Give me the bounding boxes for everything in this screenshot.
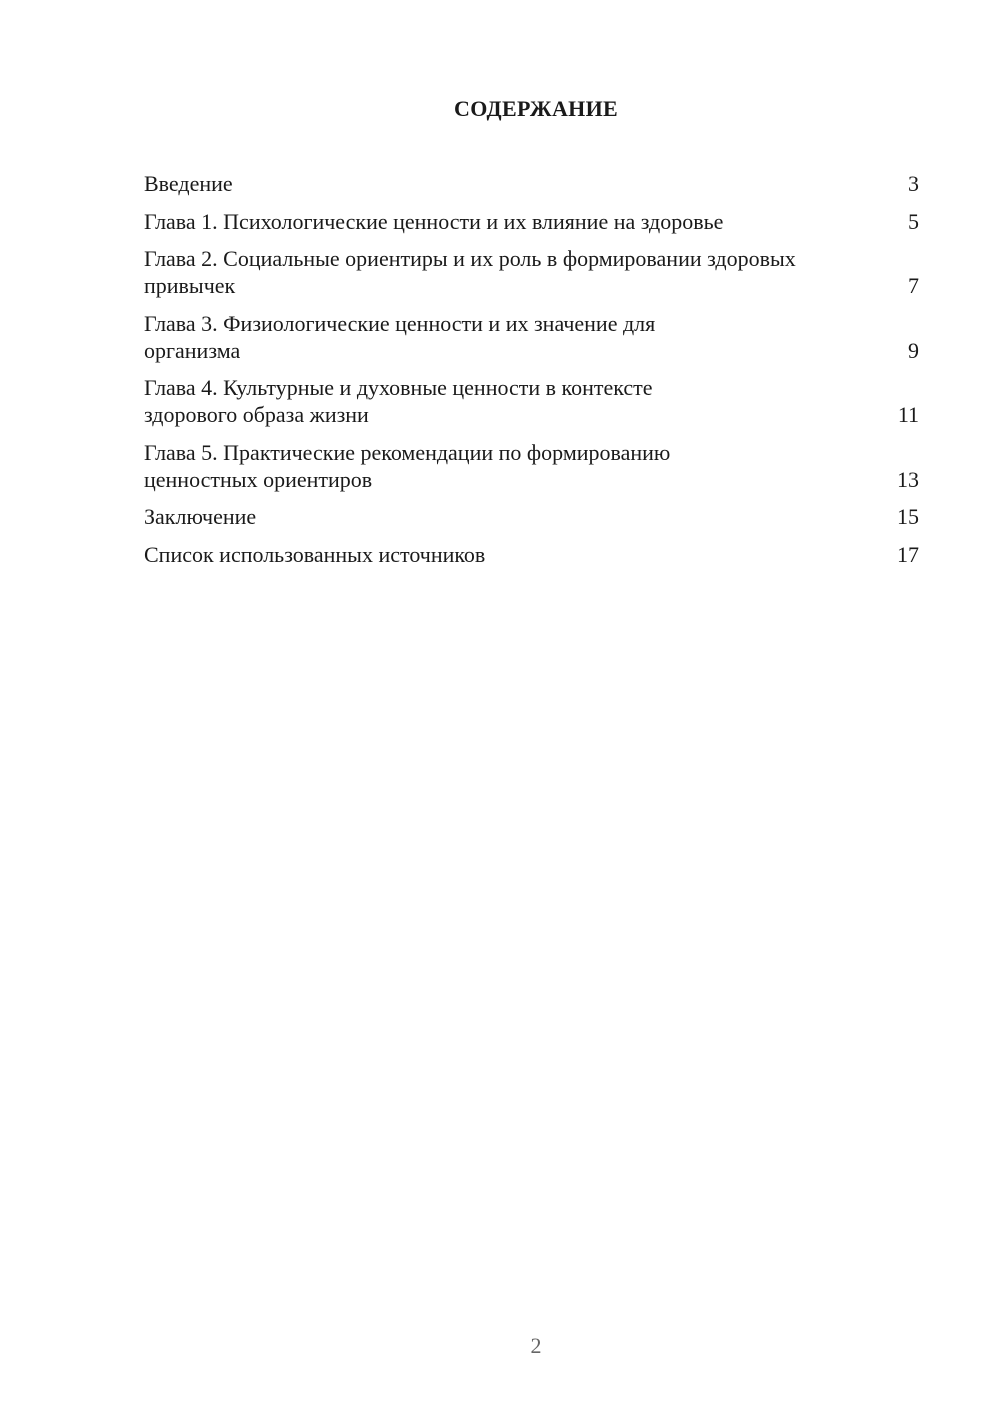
toc-entry-text: Глава 3. Физиологические ценности и их значение для организма (144, 310, 656, 363)
toc-entry-references (144, 541, 919, 568)
toc-entry-text: Заключение (144, 504, 257, 529)
toc-entry-text: Введение (144, 171, 233, 196)
toc-entry-page: 11 (897, 402, 919, 427)
page-number: 2 (530, 1333, 542, 1358)
toc-entry-text: Глава 5. Практические рекомендации по формированию ценностных ориентиров (144, 439, 671, 492)
toc-entry-chapter-1 (144, 208, 919, 235)
toc-entry-page: 3 (908, 171, 919, 196)
toc-entry-page: 5 (908, 208, 919, 234)
toc-entry-page: 13 (897, 466, 919, 492)
toc-entry-chapter-4 (144, 374, 919, 428)
toc-entry-text: Глава 1. Психологические ценности и их влияние на здоровье (144, 208, 724, 234)
toc-entry-chapter-2 (144, 245, 919, 299)
toc-entry-text: Глава 4. Культурные и духовные ценности в контексте здорового образа жизни (144, 375, 653, 427)
toc-entry-text: Глава 2. Социальные ориентиры и их роль в формировании здоровых привычек (144, 246, 796, 298)
toc-entry-text: Список использованных источников (144, 541, 486, 567)
table-of-contents (144, 170, 919, 578)
toc-entry-introduction (144, 170, 919, 197)
toc-entry-chapter-5 (144, 439, 919, 493)
toc-entry-page: 9 (908, 337, 919, 363)
toc-entry-page: 17 (897, 541, 919, 567)
toc-title: СОДЕРЖАНИЕ (454, 96, 618, 121)
toc-entry-page: 15 (897, 504, 919, 529)
toc-entry-chapter-3 (144, 310, 919, 364)
toc-entry-page: 7 (908, 273, 919, 298)
toc-entry-conclusion (144, 503, 919, 530)
